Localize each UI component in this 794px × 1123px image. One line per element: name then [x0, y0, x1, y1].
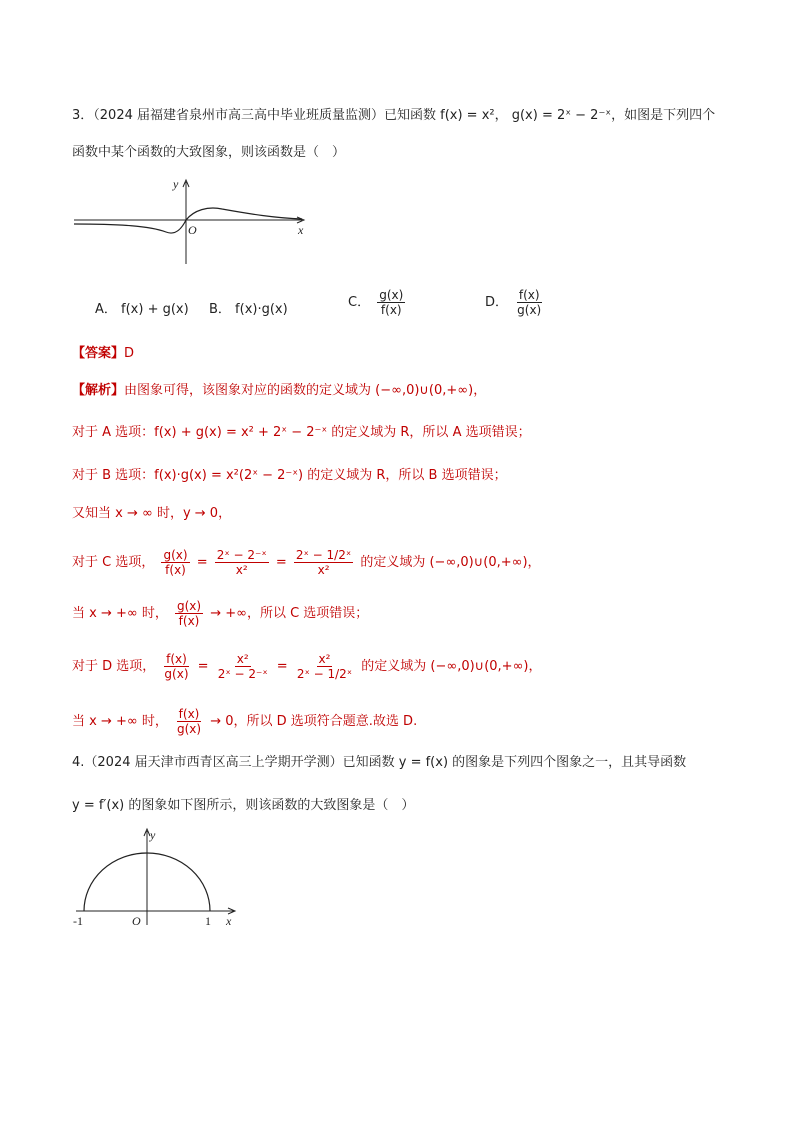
frac-den: 2ˣ − 1/2ˣ [296, 667, 353, 681]
q3-option-c-denominator: f(x) [380, 303, 402, 317]
frac-den: g(x) [176, 722, 202, 736]
equals: = [276, 659, 288, 674]
analysis-line1-text: 由图象可得，该图象对应的函数的定义域为 (−∞,0)∪(0,+∞)， [124, 383, 487, 398]
answer-value: D [124, 346, 135, 361]
frac-den: x² [317, 563, 330, 577]
q3-graph [70, 172, 320, 267]
q4-stem-line1: 4.（2024 届天津市西青区高三上学期开学测）已知函数 y = f(x) 的图象是下列四个图象之一，且其导函数 [72, 755, 687, 770]
q3-option-c-fraction [377, 288, 405, 317]
q4-graph-one-label: 1 [205, 914, 211, 928]
limit-prefix: 当 x → +∞ 时， [72, 714, 168, 729]
analysis-line2: 对于 A 选项：f(x) + g(x) = x² + 2ˣ − 2⁻ˣ 的定义域为 R，所以 A 选项错误； [72, 425, 531, 440]
option-c-frac3 [294, 548, 353, 577]
analysis-option-c-limit [72, 594, 368, 634]
frac-num: 2ˣ − 2⁻ˣ [216, 548, 267, 562]
option-c-frac1 [161, 548, 189, 577]
option-d-frac1 [162, 652, 190, 681]
q3-option-d-numerator: f(x) [518, 288, 540, 302]
analysis-line1 [72, 382, 486, 400]
limit-suffix: → 0，所以 D 选项符合题意.故选 D. [210, 714, 418, 729]
q4-graph [68, 825, 248, 930]
q3-option-d-fraction [515, 288, 543, 317]
q4-graph-origin-label: O [132, 914, 141, 928]
frac-num: x² [236, 652, 249, 666]
analysis-option-d-line [72, 642, 541, 692]
q3-graph-origin-label: O [188, 223, 197, 237]
q3-answer [72, 345, 134, 363]
option-c-frac2 [215, 548, 269, 577]
q3-stem-line2: 函数中某个函数的大致图象，则该函数是（ ） [72, 145, 346, 160]
q3-graph-y-label: y [173, 177, 179, 191]
frac-den: g(x) [164, 667, 189, 681]
analysis-option-d-limit [72, 702, 417, 742]
frac-den: x² [235, 563, 248, 577]
equals: = [196, 555, 208, 570]
option-d-frac3 [295, 652, 354, 681]
frac-num: f(x) [178, 707, 200, 721]
frac-num: x² [318, 652, 331, 666]
limit-suffix: → +∞，所以 C 选项错误； [210, 606, 369, 621]
q3-option-c-numerator: g(x) [379, 288, 404, 302]
analysis-label: 【解析】 [72, 383, 125, 398]
analysis-option-c-line [72, 538, 541, 588]
frac-num: g(x) [163, 548, 188, 562]
q3-option-a: A． f(x) + g(x) [95, 302, 189, 317]
q4-stem-line2: y = f′(x) 的图象如下图所示，则该函数的大致图象是（ ） [72, 798, 415, 813]
equals: = [275, 555, 287, 570]
frac-den: f(x) [178, 614, 200, 628]
option-c-suffix: 的定义域为 (−∞,0)∪(0,+∞)， [360, 555, 541, 570]
q3-option-d-denominator: g(x) [517, 303, 542, 317]
q4-graph-neg1-label: -1 [73, 914, 83, 928]
q4-graph-y-label: y [150, 828, 156, 842]
limit-frac [175, 707, 203, 736]
limit-frac [175, 599, 203, 628]
frac-den: 2ˣ − 2⁻ˣ [217, 667, 268, 681]
analysis-line3: 对于 B 选项：f(x)·g(x) = x²(2ˣ − 2⁻ˣ) 的定义域为 R，所以 B 选项错误； [72, 468, 507, 483]
frac-den: f(x) [165, 563, 186, 577]
option-c-prefix: 对于 C 选项， [72, 555, 155, 570]
q3-graph-x-label: x [298, 223, 304, 237]
option-d-suffix: 的定义域为 (−∞,0)∪(0,+∞)， [361, 659, 542, 674]
q3-stem-line1: 3．（2024 届福建省泉州市高三高中毕业班质量监测）已知函数 f(x) = x²， g(x) = 2ˣ − 2⁻ˣ，如图是下列四个 [72, 108, 716, 123]
option-d-frac2 [216, 652, 270, 681]
equals: = [197, 659, 209, 674]
frac-num: g(x) [176, 599, 202, 613]
option-d-prefix: 对于 D 选项， [72, 659, 156, 674]
q3-option-d-prefix: D． [485, 295, 509, 310]
analysis-line4: 又知当 x → ∞ 时，y → 0， [72, 506, 232, 521]
q3-option-c [348, 288, 408, 317]
frac-num: 2ˣ − 1/2ˣ [295, 548, 352, 562]
frac-num: f(x) [166, 652, 187, 666]
q3-option-b: B． f(x)·g(x) [209, 302, 288, 317]
answer-label: 【答案】 [72, 346, 125, 361]
q3-option-d [485, 288, 546, 317]
q4-graph-x-label: x [226, 914, 232, 928]
q3-option-c-prefix: C． [348, 295, 371, 310]
limit-prefix: 当 x → +∞ 时， [72, 606, 168, 621]
